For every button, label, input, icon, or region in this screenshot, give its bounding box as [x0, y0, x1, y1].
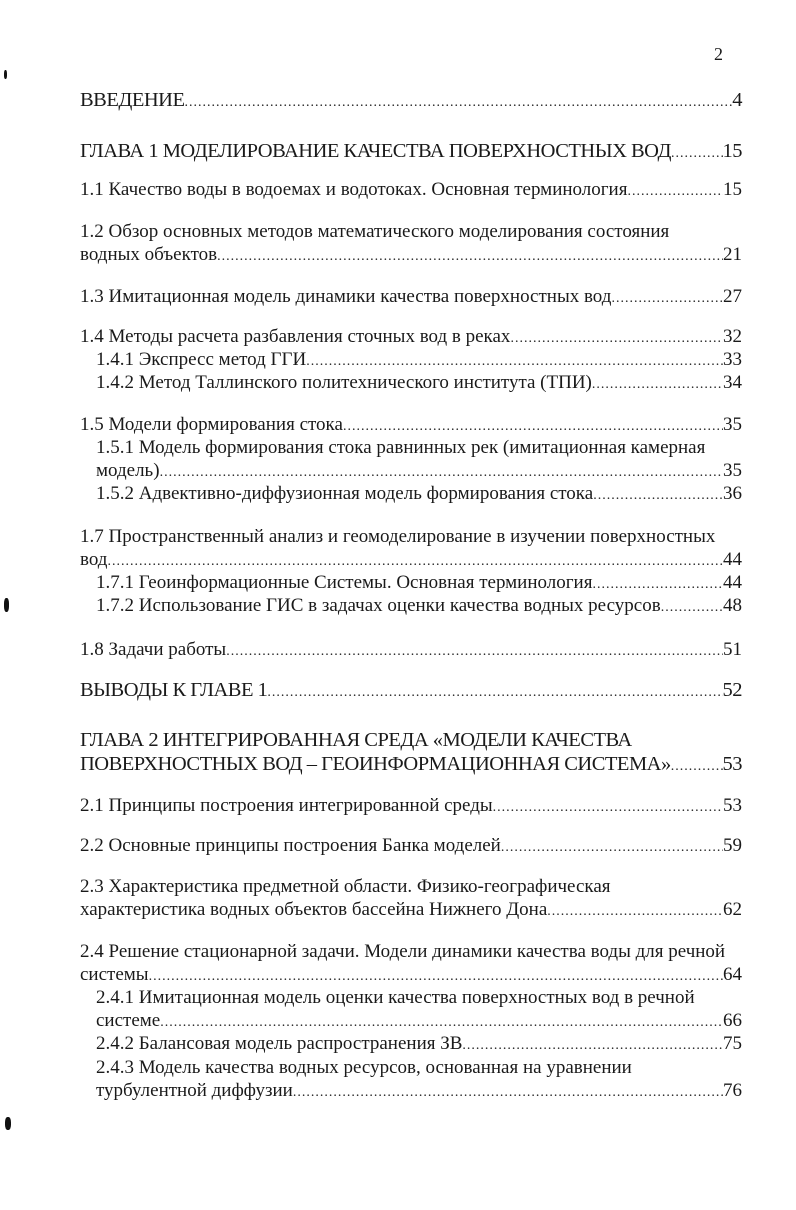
toc-entry-title: 2.4.2 Балансовая модель распространения ЗВ	[96, 1033, 463, 1054]
toc-page-number: 52	[722, 679, 742, 701]
dot-leader	[160, 464, 723, 482]
toc-entry[interactable]	[96, 348, 742, 371]
toc-entry-title: 2.1 Принципы построения интегрированной среды	[80, 795, 493, 816]
toc-entry-title: ГЛАВА 1 МОДЕЛИРОВАНИЕ КАЧЕСТВА ПОВЕРХНОСТНЫХ ВОД	[80, 140, 671, 162]
toc-entry[interactable]	[80, 178, 742, 201]
toc-page-number: 15	[723, 179, 742, 200]
toc-page-number: 33	[723, 349, 742, 370]
dot-leader	[671, 145, 723, 163]
toc-entry[interactable]	[80, 325, 742, 348]
toc-page-number: 34	[723, 372, 742, 393]
toc-entry[interactable]	[96, 482, 742, 505]
toc-entry-title: 1.7.2 Использование ГИС в задачах оценки качества водных ресурсов	[96, 595, 661, 616]
dot-leader	[149, 968, 723, 986]
dot-leader	[226, 643, 723, 661]
dot-leader	[217, 248, 723, 266]
toc-page-number: 27	[723, 286, 742, 307]
toc-entry[interactable]	[80, 678, 742, 702]
toc-entry-title: ПОВЕРХНОСТНЫХ ВОД – ГЕОИНФОРМАЦИОННАЯ СИСТЕМА»	[80, 753, 671, 775]
dot-leader	[293, 1084, 723, 1102]
toc-entry-title: 1.5.1 Модель формирования стока равнинных рек (имитационная камерная	[96, 437, 706, 458]
toc-page-number: 51	[723, 639, 742, 660]
toc-page-number: 35	[723, 460, 742, 481]
toc-entry[interactable]	[96, 436, 742, 482]
toc-entry-title: 1.3 Имитационная модель динамики качества поверхностных вод	[80, 286, 612, 307]
toc-entry-title: 2.2 Основные принципы построения Банка моделей	[80, 835, 501, 856]
toc-page-number: 35	[723, 414, 742, 435]
toc-entry-title: 1.5.2 Адвективно-диффузионная модель формирования стока	[96, 483, 594, 504]
toc-page-number: 64	[723, 964, 742, 985]
dot-leader	[592, 576, 723, 594]
toc-entry[interactable]	[80, 940, 742, 986]
toc-entry[interactable]	[80, 139, 742, 163]
toc-page-number: 15	[722, 140, 742, 162]
toc-entry-title: водных объектов	[80, 244, 218, 265]
toc-entry-title: 1.4.2 Метод Таллинского политехнического института (ТПИ)	[96, 372, 592, 393]
toc-page-number: 53	[723, 795, 742, 816]
toc-entry[interactable]	[80, 834, 742, 857]
scan-speck	[5, 1117, 11, 1130]
toc-entry-title: 2.4.3 Модель качества водных ресурсов, основанная на уравнении	[96, 1057, 632, 1078]
dot-leader	[501, 839, 723, 857]
toc-page-number: 21	[723, 244, 742, 265]
toc-page-number: 44	[723, 549, 742, 570]
toc-entry-title: 1.2 Обзор основных методов математического моделирования состояния	[80, 221, 670, 242]
toc-entry-title: ГЛАВА 2 ИНТЕГРИРОВАННАЯ СРЕДА «МОДЕЛИ КАЧЕСТВА	[80, 729, 632, 751]
scan-speck	[4, 598, 9, 612]
toc-entry[interactable]	[96, 1032, 742, 1055]
dot-leader	[267, 684, 722, 702]
dot-leader	[343, 418, 723, 436]
dot-leader	[462, 1037, 723, 1055]
toc-entry[interactable]	[80, 413, 742, 436]
toc-entry-title: 2.4.1 Имитационная модель оценки качества поверхностных вод в речной	[96, 987, 695, 1008]
toc-entry-title: 2.3 Характеристика предметной области. Физико-географическая	[80, 876, 611, 897]
toc-entry[interactable]	[96, 371, 742, 394]
dot-leader	[160, 1014, 723, 1032]
toc-entry[interactable]	[80, 794, 742, 817]
dot-leader	[547, 903, 723, 921]
toc-page-number: 53	[722, 753, 742, 775]
dot-leader	[627, 183, 723, 201]
toc-page-number: 36	[723, 483, 742, 504]
toc-page-number: 59	[723, 835, 742, 856]
toc-entry-title: системе	[96, 1010, 161, 1031]
toc-entry[interactable]	[96, 571, 742, 594]
toc-page-number: 62	[723, 899, 742, 920]
toc-entry-title: 1.7 Пространственный анализ и геомоделирование в изучении поверхностных	[80, 526, 716, 547]
toc-entry-title: 1.4.1 Экспресс метод ГГИ	[96, 349, 307, 370]
toc-entry-title: ВЫВОДЫ К ГЛАВЕ 1	[80, 679, 268, 701]
toc-entry[interactable]	[80, 525, 742, 571]
dot-leader	[671, 758, 723, 776]
toc-page-number: 66	[723, 1010, 742, 1031]
toc-entry-title: 1.7.1 Геоинформационные Системы. Основная терминология	[96, 572, 593, 593]
toc-entry-title: 2.4 Решение стационарной задачи. Модели динамики качества воды для речной	[80, 941, 726, 962]
dot-leader	[661, 599, 723, 617]
dot-leader	[510, 330, 723, 348]
toc-entry-title: 1.5 Модели формирования стока	[80, 414, 343, 435]
dot-leader	[611, 290, 723, 308]
dot-leader	[593, 487, 723, 505]
toc-entry-title: ВВЕДЕНИЕ	[80, 89, 185, 111]
page-number: 2	[714, 44, 723, 64]
dot-leader	[107, 553, 723, 571]
toc-page-number: 4	[732, 89, 742, 111]
toc-page-number: 44	[723, 572, 742, 593]
toc-entry[interactable]	[80, 88, 742, 112]
toc-entry[interactable]	[96, 986, 742, 1032]
scan-speck	[4, 70, 7, 79]
toc-entry[interactable]	[96, 1056, 742, 1102]
dot-leader	[592, 376, 723, 394]
toc-entry[interactable]	[80, 285, 742, 308]
toc-entry-title: 1.4 Методы расчета разбавления сточных вод в реках	[80, 326, 511, 347]
toc-entry-title: 1.8 Задачи работы	[80, 639, 227, 660]
dot-leader	[493, 799, 723, 817]
toc-entry[interactable]	[80, 220, 742, 266]
toc-page-number: 75	[723, 1033, 742, 1054]
toc-entry-title: системы	[80, 964, 149, 985]
toc-entry[interactable]	[80, 638, 742, 661]
dot-leader	[185, 94, 733, 112]
toc-entry[interactable]	[96, 594, 742, 617]
toc-entry[interactable]	[80, 728, 742, 776]
toc-page-number: 32	[723, 326, 742, 347]
dot-leader	[306, 353, 723, 371]
toc-entry-title: 1.1 Качество воды в водоемах и водотоках. Основная терминология	[80, 179, 628, 200]
toc-page-number: 76	[723, 1080, 742, 1101]
toc-entry-title: вод	[80, 549, 108, 570]
toc-page-number: 48	[723, 595, 742, 616]
toc-entry[interactable]	[80, 875, 742, 921]
toc-entry-title: характеристика водных объектов бассейна Нижнего Дона	[80, 899, 548, 920]
toc-entry-title: турбулентной диффузии	[96, 1080, 293, 1101]
toc-entry-title: модель)	[96, 460, 160, 481]
